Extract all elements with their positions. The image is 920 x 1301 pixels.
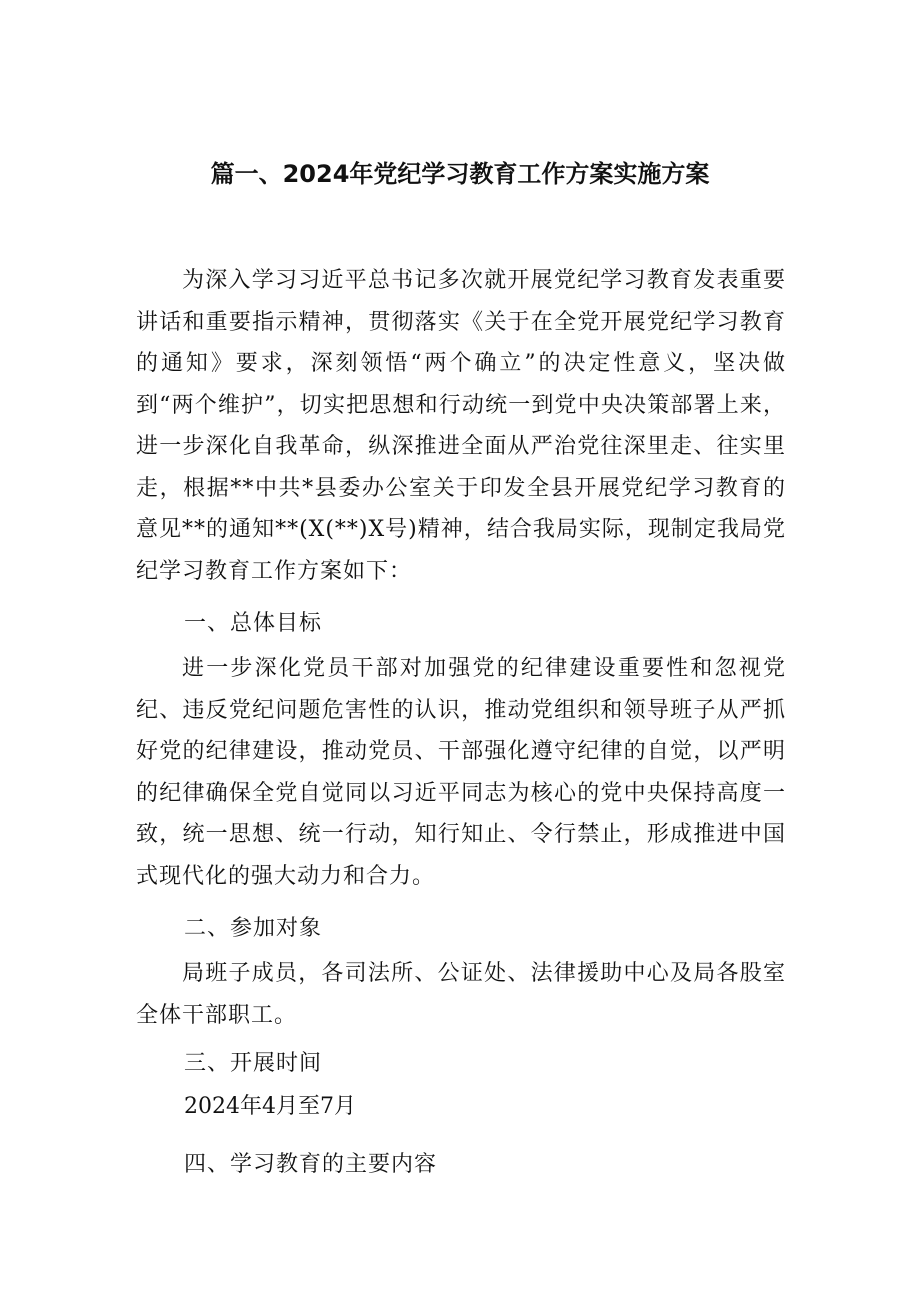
section-heading-main-content: 四、学习教育的主要内容 [184, 1152, 438, 1177]
section-body-overall-goal: 进一步深化党员干部对加强党的纪律建设重要性和忽视党纪、违反党纪问题危害性的认识，推动党组织和领导班子从严抓好党的纪律建设，推动党员、干部强化遵守纪律的自觉，以严明的纪律确保全党自觉同以习近平同志为核心的党中央保持高度一致，统一思想、统一行动，知行知止、令行禁止，形成推进中国式现代化的强大动力和合力。 [136, 656, 786, 889]
section-heading-overall-goal: 一、总体目标 [184, 611, 323, 636]
section-heading-participants: 二、参加对象 [184, 916, 323, 941]
section-body-schedule: 2024年4月至7月 [184, 1094, 356, 1119]
section-body-participants: 局班子成员，各司法所、公证处、法律援助中心及局各股室全体干部职工。 [136, 961, 786, 1028]
section-heading-schedule: 三、开展时间 [184, 1051, 323, 1076]
intro-paragraph: 为深入学习习近平总书记多次就开展党纪学习教育发表重要讲话和重要指示精神，贯彻落实《关于在全党开展党纪学习教育的通知》要求，深刻领悟“两个确立”的决定性意义，坚决做到“两个维护”，切实把思想和行动统一到党中央决策部署上来，进一步深化自我革命，纵深推进全面从严治党往深里走、往实里走，根据**中共*县委办公室关于印发全县开展党纪学习教育的意见**的通知**(X(**)X号)精神，结合我局实际，现制定我局党纪学习教育工作方案如下： [136, 268, 786, 584]
document-title: 篇一、2024年党纪学习教育工作方案实施方案 [210, 160, 710, 188]
